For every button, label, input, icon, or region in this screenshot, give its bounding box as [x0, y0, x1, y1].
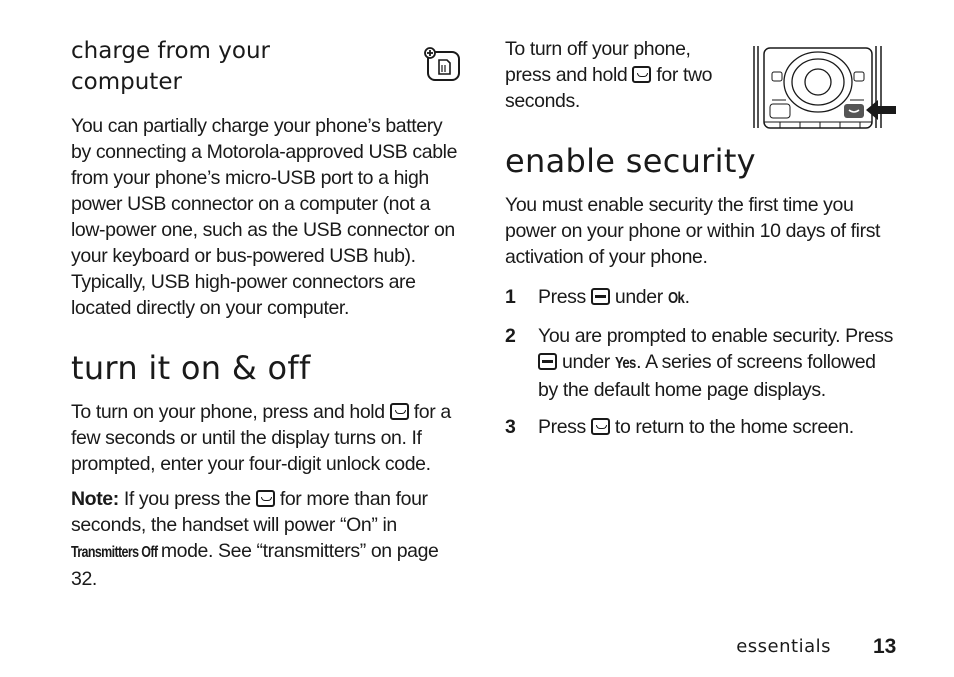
turn-off-text: To turn off your phone, press and hold	[505, 38, 691, 86]
note-label: Note:	[71, 488, 119, 510]
step-text	[538, 323, 900, 403]
power-key-icon	[591, 418, 610, 435]
step-text-end: to return to the home screen.	[614, 416, 854, 438]
softkey-label-ok: Ok	[667, 290, 685, 307]
list-item	[505, 323, 900, 403]
page-number: 13	[873, 635, 897, 658]
turn-off-text-end: for two seconds.	[505, 64, 713, 112]
step-text-middle: under	[562, 351, 610, 373]
step-text-end: . A series of screens followed by the default home page displays.	[538, 351, 876, 401]
step-text-start: You are prompted to enable security. Press	[538, 325, 893, 347]
step-number: 2	[505, 325, 516, 347]
note-text-middle: for more than four seconds, the handset will power “On” in	[71, 488, 428, 536]
softkey-label-yes: Yes	[614, 355, 636, 372]
step-text-start: Press	[538, 416, 586, 438]
step-text	[538, 284, 690, 312]
left-column	[71, 36, 463, 592]
power-key-icon	[632, 66, 651, 83]
soft-key-icon	[538, 353, 557, 370]
charge-paragraph: You can partially charge your phone’s battery by connecting a Motorola-approved USB cable from your phone’s micro-USB port to a high power USB connector on a computer (not a low-power one, such as the USB connector on your keyboard or bus-powered USB hub). Typically, USB high-power connectors are located directly on your computer.	[71, 115, 458, 319]
security-intro: You must enable security the first time you power on your phone or within 10 days of first activation of your phone.	[505, 194, 881, 268]
step-text-start: Press	[538, 286, 586, 308]
step-text-end: .	[684, 286, 690, 308]
power-key-icon	[256, 490, 275, 507]
right-column	[505, 36, 900, 451]
step-number: 3	[505, 416, 516, 438]
transmitters-off-mode: Transmitters Off	[71, 544, 158, 561]
footer-section-label: essentials	[736, 636, 831, 657]
list-item	[505, 284, 900, 312]
list-item	[505, 414, 900, 440]
note-text-end: mode. See “transmitters” on page 32.	[71, 540, 439, 590]
step-number: 1	[505, 286, 516, 308]
turn-off-paragraph	[505, 36, 735, 114]
power-key-icon	[390, 403, 409, 420]
note-text: If you press the	[123, 488, 251, 510]
step-text	[538, 414, 854, 440]
section-heading-turn-on-off: turn it on & off	[71, 349, 311, 387]
turn-on-text: To turn on your phone, press and hold	[71, 401, 385, 423]
note-paragraph	[71, 486, 463, 592]
section-heading-enable-security: enable security	[505, 142, 756, 180]
security-steps	[505, 284, 900, 440]
step-text-middle: under	[614, 286, 663, 308]
turn-on-paragraph	[71, 399, 463, 477]
section-heading-charge: charge from your computer	[71, 38, 270, 95]
turn-on-text-end: for a few seconds or until the display turns on. If prompted, enter your four-digit unlock code.	[71, 401, 451, 475]
soft-key-icon	[591, 288, 610, 305]
